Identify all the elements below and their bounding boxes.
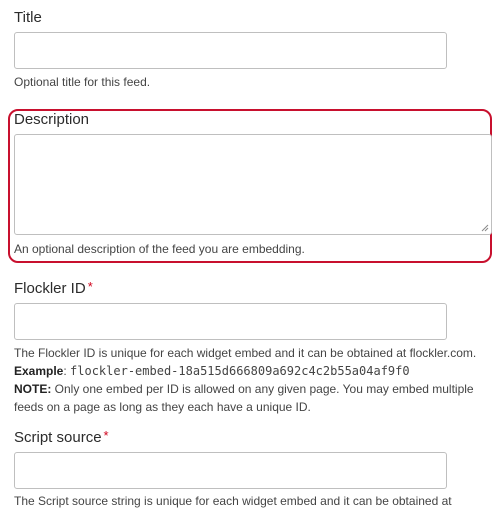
- flockler-id-example: [14, 362, 494, 380]
- description-textarea[interactable]: [14, 134, 492, 235]
- example-label: Example: [14, 364, 64, 378]
- script-source-field-group: [14, 428, 492, 448]
- flockler-id-input[interactable]: [14, 303, 447, 340]
- flockler-id-help-text: [14, 344, 494, 416]
- description-label: Description: [14, 111, 90, 128]
- note-label: NOTE:: [14, 382, 52, 396]
- flockler-id-field-group: [14, 279, 492, 299]
- note-text: Only one embed per ID is allowed on any given page. You may embed multiple feeds on a page as long as they each have a unique ID.: [14, 382, 474, 414]
- flockler-id-help-line: The Flockler ID is unique for each widget embed and it can be obtained at flockler.com.: [14, 346, 477, 360]
- required-asterisk: *: [103, 428, 109, 443]
- title-label: Title: [14, 9, 42, 26]
- flockler-id-note: [14, 380, 494, 416]
- required-asterisk: *: [87, 279, 93, 294]
- script-source-help-text: The Script source string is unique for each widget embed and it can be obtained at: [14, 494, 452, 508]
- title-help-text: Optional title for this feed.: [14, 75, 151, 89]
- script-source-input[interactable]: [14, 452, 447, 489]
- title-field-group: [14, 8, 492, 28]
- script-source-label: Script source: [14, 429, 102, 446]
- description-field-group: [14, 110, 492, 130]
- flockler-id-label: Flockler ID: [14, 280, 86, 297]
- example-separator: :: [63, 364, 71, 378]
- example-value: flockler-embed-18a515d666809a692c4c2b55a04af9f0: [70, 364, 410, 378]
- description-help-text: An optional description of the feed you are embedding.: [14, 242, 305, 256]
- title-input[interactable]: [14, 32, 447, 69]
- resize-grip-icon[interactable]: [481, 224, 489, 232]
